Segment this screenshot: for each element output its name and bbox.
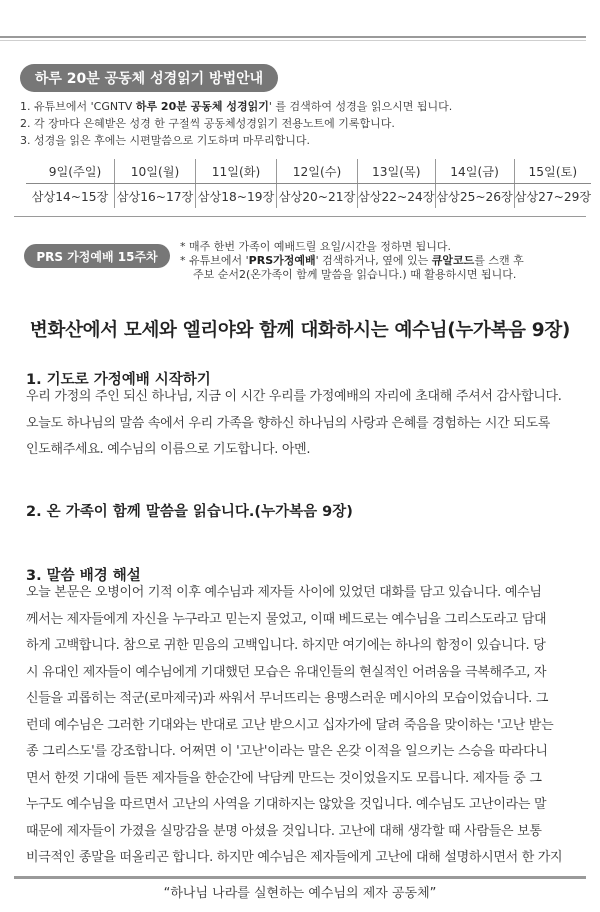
sermon-title: 변화산에서 모세와 엘리야와 함께 대화하시는 예수님(누가복음 9장) <box>29 320 571 341</box>
schedule-chapters-row <box>26 184 591 209</box>
prs-notes <box>180 240 524 282</box>
prs-badge-label: PRS 가정예배 15주차 <box>36 249 158 264</box>
body-line: 때문에 제자들이 가졌을 실망감을 분명 아셨을 것입니다. 고난에 대해 생각할 때 사람들은 보통 <box>26 823 542 839</box>
step1-bold: 하루 20분 공동체 성경읽기 <box>135 100 269 113</box>
body-line: 오늘 본문은 오병이어 기적 이후 예수님과 제자들 사이에 있었던 대화를 담고 있습니다. 예수님 <box>26 585 542 600</box>
section-1-title: 1. 기도로 가정예배 시작하기 <box>26 372 211 388</box>
body-line: 인도해주세요. 예수님의 이름으로 기도합니다. 아멘. <box>26 442 311 457</box>
schedule-chapter: 삼상16~17장 <box>115 184 196 209</box>
section-3-body <box>26 580 586 872</box>
note2-bold-youtube: PRS가정예배 <box>248 254 316 267</box>
schedule-day: 15일(토) <box>514 159 591 184</box>
guide-title: 하루 20분 공동체 성경읽기 방법안내 <box>34 71 264 87</box>
schedule-day: 12일(수) <box>277 159 358 184</box>
schedule-chapter: 삼상20~21장 <box>277 184 358 209</box>
schedule-day: 9일(주일) <box>26 159 115 184</box>
note2-pre: * 유튜브에서 ' <box>180 254 249 267</box>
prs-badge <box>24 244 170 268</box>
body-line: 시 유대인 제자들이 예수님에게 기대했던 모습은 유대인들의 현실적인 어려움을 극복해주고, 자 <box>26 664 547 680</box>
guide-step-1 <box>20 98 452 115</box>
footer-motto: “하나님 나라를 실현하는 예수님의 제자 공동체” <box>163 886 437 901</box>
body-line: 면서 한껏 기대에 들뜬 제자들을 한순간에 낙담케 만드는 것이었을지도 모릅니다. 제자들 중 그 <box>26 770 542 786</box>
body-line: 께서는 제자들에게 자신을 누구라고 믿는지 물었고, 이때 베드로는 예수님을 그리스도라고 담대 <box>26 611 547 627</box>
body-line: 우리 가정의 주인 되신 하나님, 지금 이 시간 우리를 가정예배의 자리에 초대해 주셔서 감사합니다. <box>26 389 562 404</box>
schedule-chapter: 삼상22~24장 <box>358 184 436 209</box>
top-banner <box>0 0 600 40</box>
reading-schedule-table <box>26 159 591 208</box>
section-1-body <box>26 384 586 464</box>
body-line: 오늘도 하나님의 말씀 속에서 우리 가족을 향하신 하나님의 사랑과 은혜를 경험하는 시간 되도록 <box>26 415 551 431</box>
bottom-rule <box>14 876 586 879</box>
schedule-chapter: 삼상14~15장 <box>31 189 109 204</box>
schedule-chapter: 삼상18~19장 <box>196 184 277 209</box>
section-2-title: 2. 온 가족이 함께 말씀을 읽습니다.(누가복음 9장) <box>26 504 353 520</box>
body-line: 종 그리스도'를 강조합니다. 어쩌면 이 '고난'이라는 말은 온갖 이적을 일으키는 스승을 따라다니 <box>26 744 548 759</box>
guide-step-2: 2. 각 장마다 은혜받은 성경 한 구절씩 공동체성경읽기 전용노트에 기록합니다. <box>20 117 395 130</box>
top-rule-thin <box>0 40 586 41</box>
note2-post: 를 스캔 후 <box>474 254 524 267</box>
guide-title-badge <box>20 64 278 92</box>
prs-note-3: 주보 순서2(온가족이 함께 말씀을 읽습니다.) 때 활용하시면 됩니다. <box>193 268 517 281</box>
note2-mid: ' 검색하거나, 옆에 있는 <box>315 254 432 267</box>
prs-note-2 <box>180 254 524 268</box>
guide-steps <box>20 98 452 149</box>
schedule-day: 11일(화) <box>196 159 277 184</box>
schedule-day: 10일(월) <box>115 159 196 184</box>
section-divider <box>14 216 586 217</box>
body-line: 런데 예수님은 그러한 기대와는 반대로 고난 받으시고 십자가에 달려 죽음을 맞이하는 '고난 받는 <box>26 717 554 733</box>
guide-step-3: 3. 성경을 읽은 후에는 시편말씀으로 기도하며 마무리합니다. <box>20 134 310 147</box>
schedule-days-row <box>26 159 591 184</box>
body-line: 비극적인 종말을 떠올리곤 합니다. 하지만 예수님은 제자들에게 고난에 대해 설명하시면서 한 가지 <box>26 850 563 865</box>
schedule-chapter: 삼상27~29장 <box>514 184 591 209</box>
schedule-chapter: 삼상25~26장 <box>435 184 514 209</box>
step1-post: ' 를 검색하여 성경을 읽으시면 됩니다. <box>268 100 453 113</box>
section-3-title: 3. 말씀 배경 해설 <box>26 568 141 584</box>
body-line: 누구도 예수님을 따르면서 고난의 사역을 기대하지는 않았을 것입니다. 예수님도 고난이라는 말 <box>26 797 547 812</box>
prs-note-1: * 매주 한번 가족이 예배드릴 요일/시간을 정하면 됩니다. <box>180 240 451 253</box>
schedule-day: 14일(금) <box>435 159 514 184</box>
top-rule <box>0 36 586 38</box>
step1-pre: 1. 유튜브에서 'CGNTV <box>20 100 136 113</box>
note2-bold-qrcode: 큐알코드 <box>431 254 475 267</box>
body-line: 하게 고백합니다. 참으로 귀한 믿음의 고백입니다. 하지만 여기에는 하나의 함정이 있습니다. 당 <box>26 638 546 653</box>
body-line: 신들을 괴롭히는 적군(로마제국)과 싸워서 무너뜨리는 용맹스러운 메시아의 모습이었습니다. 그 <box>26 691 549 706</box>
schedule-day: 13일(목) <box>358 159 436 184</box>
